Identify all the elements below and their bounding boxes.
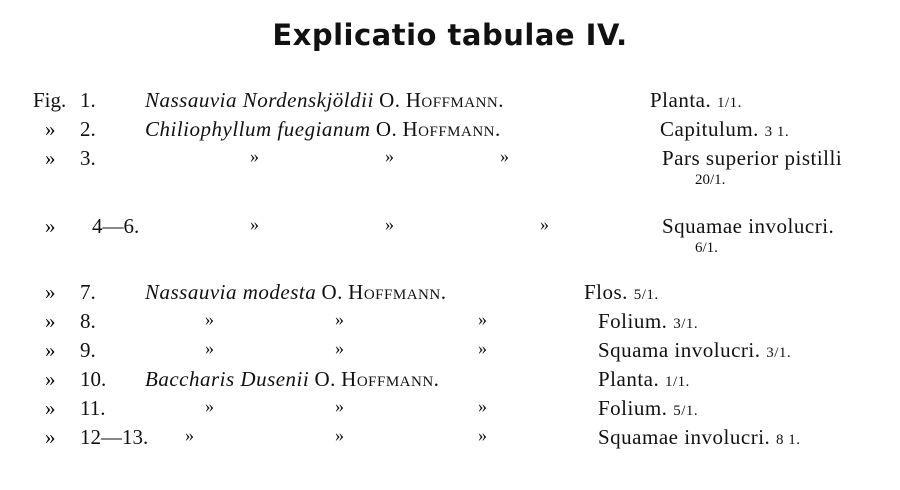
- magnification: 3/1.: [766, 345, 792, 361]
- figure-entry: [0, 338, 900, 368]
- description-text: Squamae involucri.: [598, 425, 771, 449]
- ditto-mark: »: [335, 338, 344, 358]
- figure-number: 9.: [80, 338, 96, 362]
- author-surname: Hoffmann.: [348, 280, 447, 304]
- figure-description: [598, 425, 801, 450]
- ditto-mark: »: [205, 338, 214, 358]
- figure-entry: [0, 117, 900, 147]
- description-text: Pars superior pistilli: [662, 146, 843, 170]
- figure-entry: [0, 425, 900, 455]
- figure-description: [584, 280, 659, 305]
- description-text: Flos.: [584, 280, 628, 304]
- magnification: 5/1.: [673, 403, 699, 419]
- species-name: Baccharis Dusenii: [145, 367, 310, 391]
- page-title: Explicatio tabulae IV.: [272, 18, 628, 52]
- figure-prefix: »: [45, 146, 56, 170]
- ditto-mark: »: [540, 214, 549, 234]
- magnification: 6/1.: [695, 240, 718, 256]
- description-text: Squamae involucri.: [662, 214, 835, 238]
- figure-number: 2.: [80, 117, 96, 141]
- figure-entry: [0, 309, 900, 339]
- figure-number: 11.: [80, 396, 106, 420]
- ditto-mark: »: [205, 396, 214, 416]
- ditto-mark: »: [335, 396, 344, 416]
- figure-number: 12—13.: [80, 425, 149, 449]
- figure-entry-continuation: [0, 240, 900, 270]
- figure-prefix: »: [45, 338, 56, 362]
- author-initial: O.: [314, 367, 336, 391]
- species-citation: [145, 367, 439, 392]
- figure-prefix: Fig.: [33, 88, 67, 112]
- figure-prefix: »: [45, 396, 56, 420]
- ditto-mark: »: [335, 425, 344, 445]
- species-name: Nassauvia Nordenskjöldii: [145, 88, 374, 112]
- description-text: Squama involucri.: [598, 338, 761, 362]
- description-text: Folium.: [598, 396, 668, 420]
- magnification: 8 1.: [776, 432, 801, 448]
- figure-prefix: »: [45, 367, 56, 391]
- figure-number: 3.: [80, 146, 96, 170]
- magnification: 5/1.: [633, 287, 659, 303]
- ditto-mark: »: [478, 338, 487, 358]
- species-name: Chiliophyllum fuegianum: [145, 117, 371, 141]
- figure-description: [660, 117, 789, 142]
- figure-entry: [0, 88, 900, 118]
- description-text: Folium.: [598, 309, 668, 333]
- ditto-mark: »: [185, 425, 194, 445]
- figure-entry: [0, 280, 900, 310]
- ditto-mark: »: [250, 146, 259, 166]
- species-name: Nassauvia modesta: [145, 280, 317, 304]
- ditto-mark: »: [335, 309, 344, 329]
- figure-prefix: »: [45, 214, 56, 238]
- ditto-mark: »: [478, 396, 487, 416]
- description-text: Planta.: [598, 367, 660, 391]
- figure-number: 4—6.: [92, 214, 140, 238]
- ditto-mark: »: [205, 309, 214, 329]
- ditto-mark: »: [478, 309, 487, 329]
- figure-entry: [0, 367, 900, 397]
- author-surname: Hoffmann.: [341, 367, 440, 391]
- ditto-mark: »: [385, 146, 394, 166]
- ditto-mark: »: [478, 425, 487, 445]
- figure-description: [650, 88, 742, 113]
- figure-description: [598, 396, 698, 421]
- ditto-mark: »: [500, 146, 509, 166]
- author-surname: Hoffmann.: [402, 117, 501, 141]
- magnification: 1/1.: [717, 95, 742, 111]
- figure-entry: [0, 396, 900, 426]
- description-text: Capitulum.: [660, 117, 759, 141]
- figure-number: 1.: [80, 88, 96, 112]
- author-initial: O.: [375, 117, 398, 141]
- magnification: 1/1.: [665, 374, 690, 390]
- figure-prefix: »: [45, 280, 56, 304]
- figure-entry-continuation: [0, 172, 900, 202]
- author-surname: Hoffmann.: [405, 88, 505, 112]
- description-text: Planta.: [650, 88, 712, 112]
- figure-number: 7.: [80, 280, 96, 304]
- ditto-mark: »: [385, 214, 394, 234]
- magnification: 3 1.: [764, 124, 790, 140]
- author-initial: O.: [321, 280, 343, 304]
- figure-prefix: »: [45, 117, 56, 141]
- magnification: 20/1.: [695, 172, 726, 188]
- figure-description: [598, 338, 791, 363]
- ditto-mark: »: [250, 214, 259, 234]
- figure-description: [598, 309, 698, 334]
- figure-number: 10.: [80, 367, 107, 391]
- figure-number: 8.: [80, 309, 96, 333]
- author-initial: O.: [379, 88, 401, 112]
- species-citation: [145, 88, 504, 113]
- magnification: 3/1.: [673, 316, 699, 332]
- species-citation: [145, 280, 446, 305]
- figure-prefix: »: [45, 309, 56, 333]
- species-citation: [145, 117, 501, 142]
- figure-prefix: »: [45, 425, 56, 449]
- figure-description: [598, 367, 690, 392]
